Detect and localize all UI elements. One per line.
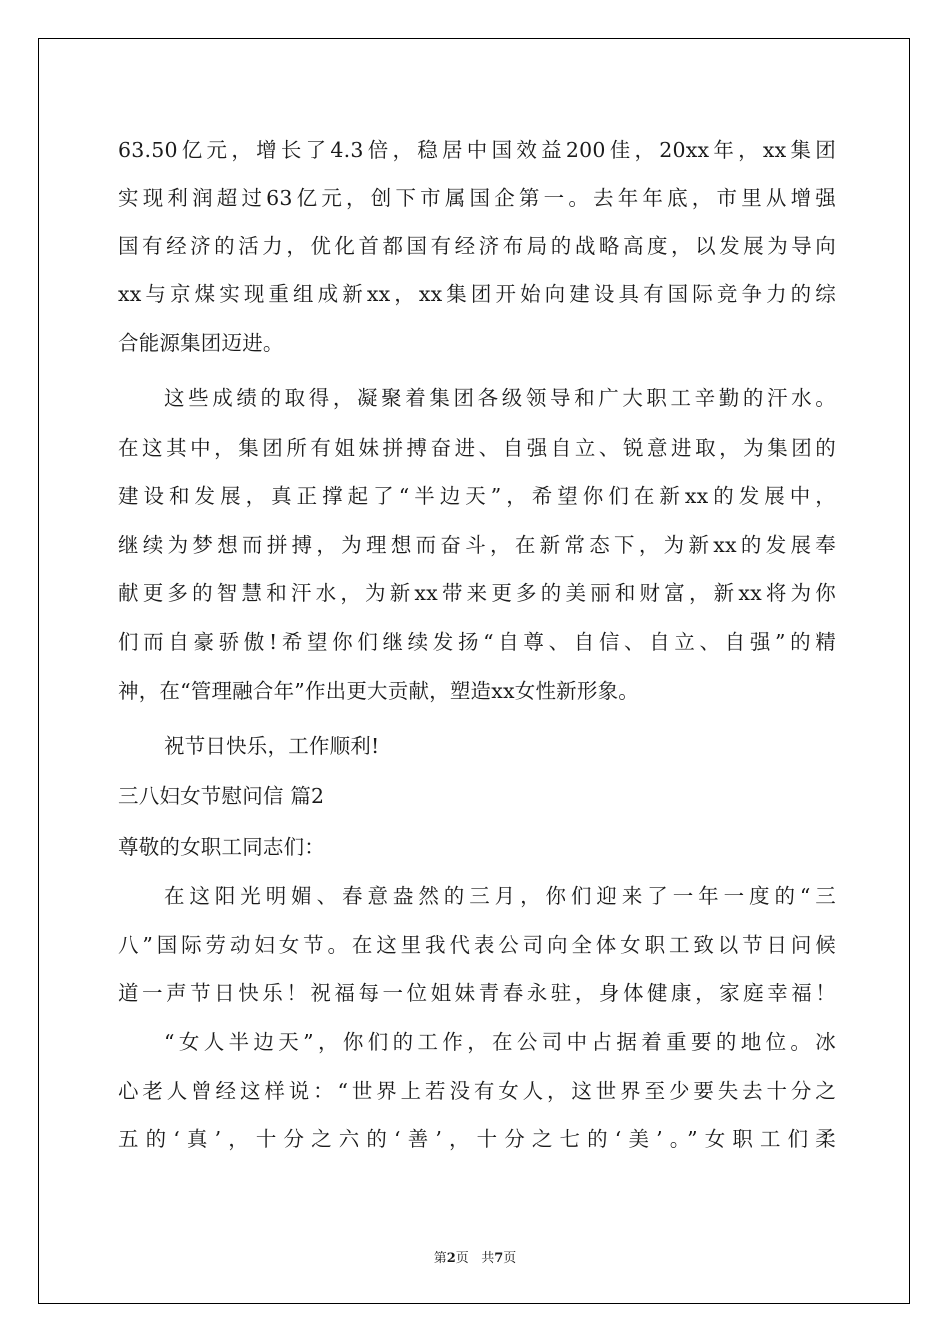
page-footer xyxy=(0,1247,950,1266)
section-title: 三八妇女节慰问信 篇2 xyxy=(118,784,325,808)
paragraph-4-line-3: 五的‘真’，十分之六的‘善’，十分之七的‘美’。”女职工们柔 xyxy=(118,1127,836,1151)
paragraph-1-line-5: 合能源集团迈进。 xyxy=(118,331,284,355)
paragraph-3-line-2: 八”国际劳动妇女节。在这里我代表公司向全体女职工致以节日问候 xyxy=(118,933,836,957)
paragraph-1-line-1: 63.50亿元，增长了4.3倍，稳居中国效益200佳，20xx年，xx集团 xyxy=(118,138,836,162)
paragraph-3-line-3: 道一声节日快乐！祝福每一位姐妹青春永驻，身体健康，家庭幸福！ xyxy=(118,981,836,1005)
paragraph-4-line-1: “女人半边天”，你们的工作，在公司中占据着重要的地位。冰 xyxy=(164,1030,836,1054)
salutation: 尊敬的女职工同志们： xyxy=(118,835,325,859)
page-suffix: 页 xyxy=(455,1251,469,1266)
paragraph-2-line-3: 建设和发展，真正撑起了“半边天”，希望你们在新xx的发展中， xyxy=(118,484,836,508)
page-prefix: 第 xyxy=(433,1251,447,1266)
paragraph-3-line-1: 在这阳光明媚、春意盎然的三月，你们迎来了一年一度的“三 xyxy=(164,884,836,908)
paragraph-2-line-7: 神，在“管理融合年”作出更大贡献，塑造xx女性新形象。 xyxy=(118,679,639,703)
total-page-number: 7 xyxy=(494,1251,504,1266)
total-prefix: 共 xyxy=(481,1251,495,1266)
paragraph-1-line-2: 实现利润超过63亿元，创下市属国企第一。去年年底，市里从增强 xyxy=(118,186,836,210)
paragraph-4-line-2: 心老人曾经这样说：“世界上若没有女人，这世界至少要失去十分之 xyxy=(118,1079,836,1103)
paragraph-1-line-4: xx与京煤实现重组成新xx，xx集团开始向建设具有国际竞争力的综 xyxy=(118,282,836,306)
paragraph-2-line-1: 这些成绩的取得，凝聚着集团各级领导和广大职工辛勤的汗水。 xyxy=(164,386,836,410)
paragraph-2-line-4: 继续为梦想而拼搏，为理想而奋斗，在新常态下，为新xx的发展奉 xyxy=(118,533,836,557)
closing-line: 祝节日快乐，工作顺利! xyxy=(164,734,380,758)
paragraph-2-line-2: 在这其中，集团所有姐妹拼搏奋进、自强自立、锐意进取，为集团的 xyxy=(118,436,836,460)
total-suffix: 页 xyxy=(503,1251,517,1266)
paragraph-2-line-5: 献更多的智慧和汗水，为新xx带来更多的美丽和财富，新xx将为你 xyxy=(118,581,836,605)
paragraph-2-line-6: 们而自豪骄傲!希望你们继续发扬“自尊、自信、自立、自强”的精 xyxy=(118,630,836,654)
current-page-number: 2 xyxy=(446,1251,456,1266)
paragraph-1-line-3: 国有经济的活力，优化首都国有经济布局的战略高度，以发展为导向 xyxy=(118,234,836,258)
